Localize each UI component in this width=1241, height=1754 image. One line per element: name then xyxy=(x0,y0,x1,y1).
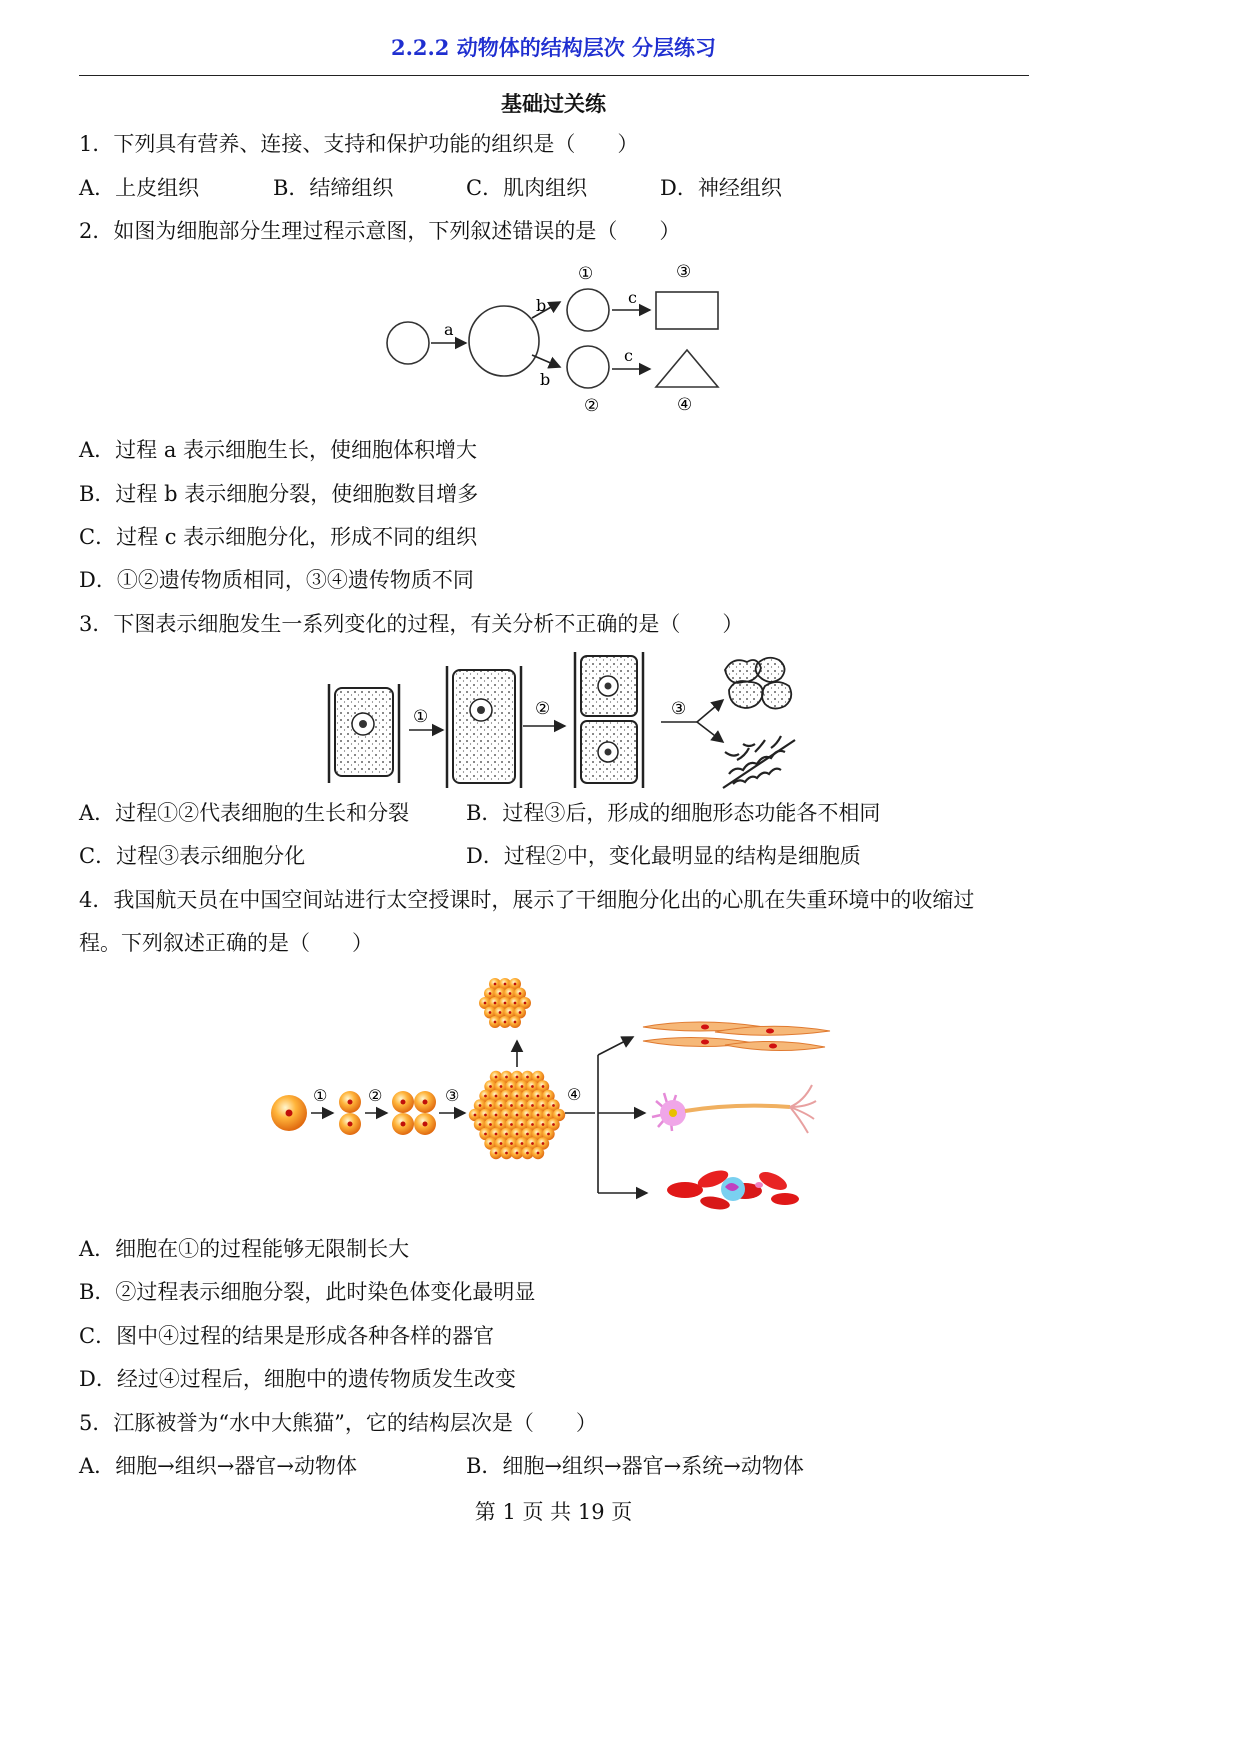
label-c-lower: c xyxy=(624,346,633,365)
single-cell xyxy=(271,1095,307,1131)
question-2-option-b: B．过程 b 表示细胞分裂，使细胞数目增多 xyxy=(79,482,479,506)
step-3-label: ③ xyxy=(671,699,687,719)
label-b-upper: b xyxy=(536,296,547,315)
initial-cell xyxy=(387,322,429,364)
process-1-label: ① xyxy=(313,1086,328,1105)
question-3-option-c: C．过程③表示细胞分化 xyxy=(79,844,306,868)
question-3-option-d: D．过程②中，变化最明显的结构是细胞质 xyxy=(466,844,861,868)
question-1-option-c: C．肌肉组织 xyxy=(466,176,588,200)
cell-cluster-small xyxy=(479,978,531,1028)
question-4-option-a: A．细胞在①的过程能够无限制长大 xyxy=(79,1237,410,1261)
step-1-label: ① xyxy=(413,707,429,727)
question-1-option-d: D．神经组织 xyxy=(660,176,782,200)
plant-cell-initial xyxy=(329,684,399,783)
cell-change-diagram xyxy=(325,648,800,793)
question-1-option-a: A．上皮组织 xyxy=(79,176,200,200)
question-3-option-a: A．过程①②代表细胞的生长和分裂 xyxy=(79,801,410,825)
label-4: ④ xyxy=(677,395,693,415)
step-2-label: ② xyxy=(535,699,551,719)
question-5-option-b: B．细胞→组织→器官→系统→动物体 xyxy=(466,1454,804,1478)
question-2-stem: 2．如图为细胞部分生理过程示意图，下列叙述错误的是（ ） xyxy=(79,219,681,243)
process-3-label: ③ xyxy=(445,1086,460,1105)
label-1: ① xyxy=(578,264,594,284)
question-1-stem: 1．下列具有营养、连接、支持和保护功能的组织是（ ） xyxy=(79,132,639,156)
grown-cell xyxy=(469,306,539,376)
plant-cells-divided xyxy=(575,652,643,788)
question-3-stem: 3．下图表示细胞发生一系列变化的过程，有关分析不正确的是（ ） xyxy=(79,612,744,636)
plant-cell-grown xyxy=(447,666,521,788)
label-b-lower: b xyxy=(540,370,551,389)
cell-process-diagram xyxy=(380,255,730,420)
two-cells xyxy=(339,1091,361,1135)
differentiated-cells-fibrous xyxy=(723,736,795,788)
label-c-upper: c xyxy=(628,288,637,307)
page-footer: 第 1 页 共 19 页 xyxy=(474,1500,633,1524)
question-2-option-c: C．过程 c 表示细胞分化，形成不同的组织 xyxy=(79,525,478,549)
question-3-option-b: B．过程③后，形成的细胞形态功能各不相同 xyxy=(466,801,881,825)
question-1-option-b: B．结缔组织 xyxy=(273,176,394,200)
cell-2 xyxy=(567,346,609,388)
arrow-b-lower xyxy=(532,355,560,367)
header-divider xyxy=(79,75,1029,76)
question-5-option-a: A．细胞→组织→器官→动物体 xyxy=(79,1454,357,1478)
nerve-cell xyxy=(652,1085,816,1133)
cell-1 xyxy=(567,289,609,331)
question-2-option-d: D．①②遗传物质相同，③④遗传物质不同 xyxy=(79,568,474,592)
question-2-option-a: A．过程 a 表示细胞生长，使细胞体积增大 xyxy=(79,438,478,462)
page-title: 2.2.2 动物体的结构层次 分层练习 xyxy=(390,35,717,60)
label-2: ② xyxy=(584,396,600,416)
cell-cluster xyxy=(469,1071,565,1159)
four-cells xyxy=(392,1091,436,1135)
label-3: ③ xyxy=(676,262,692,282)
muscle-cells xyxy=(643,1022,830,1051)
question-4-stem-line-1: 4．我国航天员在中国空间站进行太空授课时，展示了干细胞分化出的心肌在失重环境中的收缩过 xyxy=(79,888,975,912)
stem-cell-differentiation-diagram xyxy=(265,965,835,1220)
label-a: a xyxy=(444,320,454,339)
question-5-stem: 5．江豚被誉为“水中大熊猫”，它的结构层次是（ ） xyxy=(79,1411,597,1435)
differentiated-cells-round xyxy=(725,658,791,709)
question-4-option-d: D．经过④过程后，细胞中的遗传物质发生改变 xyxy=(79,1367,516,1391)
blood-cells xyxy=(667,1167,799,1212)
process-4-label: ④ xyxy=(567,1085,582,1104)
tissue-rectangle xyxy=(656,292,718,329)
question-4-option-c: C．图中④过程的结果是形成各种各样的器官 xyxy=(79,1324,495,1348)
question-4-stem-line-2: 程。下列叙述正确的是（ ） xyxy=(79,931,373,955)
tissue-triangle xyxy=(656,350,718,387)
section-heading: 基础过关练 xyxy=(501,91,606,116)
question-4-option-b: B．②过程表示细胞分裂，此时染色体变化最明显 xyxy=(79,1280,536,1304)
process-2-label: ② xyxy=(368,1086,383,1105)
